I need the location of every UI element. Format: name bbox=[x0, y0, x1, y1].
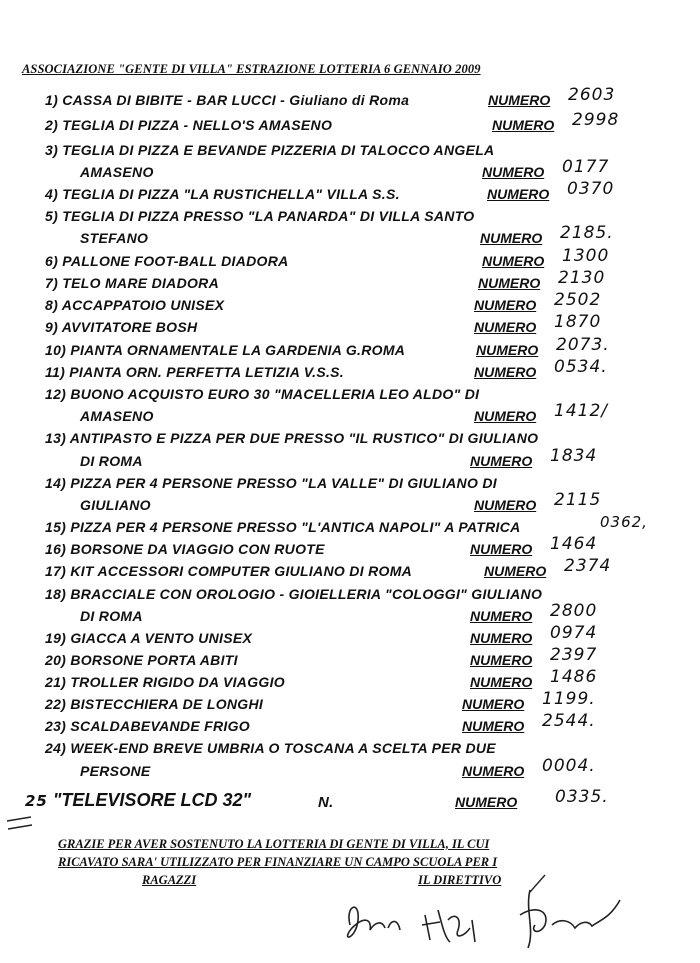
prize-item-5-cont: STEFANO bbox=[80, 230, 149, 246]
numero-label: NUMERO bbox=[470, 630, 533, 646]
numero-label: NUMERO bbox=[480, 230, 543, 246]
drawn-number: 1834 bbox=[550, 446, 598, 466]
prize-item-7: 7) TELO MARE DIADORA bbox=[45, 275, 219, 291]
numero-label: NUMERO bbox=[474, 497, 537, 513]
prize-item-22: 22) BISTECCHIERA DE LONGHI bbox=[45, 696, 264, 712]
footer-direttivo: IL DIRETTIVO bbox=[418, 873, 502, 887]
prize-item-8: 8) ACCAPPATOIO UNISEX bbox=[45, 297, 225, 313]
drawn-number: 2073. bbox=[556, 335, 610, 355]
prize-item-5: 5) TEGLIA DI PIZZA PRESSO "LA PANARDA" DI VILLA SANTO bbox=[45, 208, 475, 224]
prize-item-13-cont: DI ROMA bbox=[80, 453, 143, 469]
numero-label: NUMERO bbox=[487, 186, 550, 202]
drawn-number: 2998 bbox=[572, 110, 620, 130]
prize-item-13: 13) ANTIPASTO E PIZZA PER DUE PRESSO "IL RUSTICO" DI GIULIANO bbox=[45, 430, 539, 446]
prize-item-6: 6) PALLONE FOOT-BALL DIADORA bbox=[45, 253, 289, 269]
prize-item-16: 16) BORSONE DA VIAGGIO CON RUOTE bbox=[45, 541, 325, 557]
numero-label: NUMERO bbox=[470, 608, 533, 624]
numero-label: NUMERO bbox=[476, 342, 539, 358]
numero-label: NUMERO bbox=[474, 297, 537, 313]
prize-item-17: 17) KIT ACCESSORI COMPUTER GIULIANO DI ROMA bbox=[45, 563, 413, 579]
prize-item-14-cont: GIULIANO bbox=[80, 497, 151, 513]
prize-item-18: 18) BRACCIALE CON OROLOGIO - GIOIELLERIA "COLOGGI" GIULIANO bbox=[45, 586, 543, 602]
drawn-number: 0362, bbox=[600, 513, 648, 531]
prize-item-1: 1) CASSA DI BIBITE - BAR LUCCI - Giuliano di Roma bbox=[45, 92, 410, 108]
drawn-number: 2603 bbox=[568, 85, 616, 105]
footer-line-2: RICAVATO SARA' UTILIZZATO PER FINANZIARE UN CAMPO SCUOLA PER I bbox=[58, 855, 498, 869]
prize-item-3-cont: AMASENO bbox=[80, 164, 154, 180]
prize-item-18-cont: DI ROMA bbox=[80, 608, 143, 624]
numero-label: NUMERO bbox=[462, 718, 525, 734]
drawn-number: 1199. bbox=[542, 689, 596, 709]
extra-numero-label: NUMERO bbox=[455, 794, 518, 810]
document-header: ASSOCIAZIONE "GENTE DI VILLA" ESTRAZIONE LOTTERIA 6 GENNAIO 2009 bbox=[22, 62, 481, 76]
prize-item-21: 21) TROLLER RIGIDO DA VIAGGIO bbox=[45, 674, 285, 690]
prize-item-14: 14) PIZZA PER 4 PERSONE PRESSO "LA VALLE" DI GIULIANO DI bbox=[45, 475, 497, 491]
drawn-number: 2502 bbox=[554, 290, 602, 310]
extra-n-label: N. bbox=[318, 794, 334, 811]
drawn-number: 1870 bbox=[554, 312, 602, 332]
numero-label: NUMERO bbox=[474, 408, 537, 424]
prize-item-12-cont: AMASENO bbox=[80, 408, 154, 424]
prize-item-24-cont: PERSONE bbox=[80, 763, 151, 779]
numero-label: NUMERO bbox=[462, 696, 525, 712]
drawn-number: 0370 bbox=[567, 179, 615, 199]
prize-item-4: 4) TEGLIA DI PIZZA "LA RUSTICHELLA" VILLA S.S. bbox=[45, 186, 400, 202]
drawn-number: 1464 bbox=[550, 534, 598, 554]
numero-label: NUMERO bbox=[470, 674, 533, 690]
extra-prize-number: 25 bbox=[25, 792, 48, 810]
drawn-number: 2397 bbox=[550, 645, 598, 665]
drawn-number: 2544. bbox=[542, 711, 596, 731]
drawn-number: 2185. bbox=[560, 223, 614, 243]
extra-prize-line bbox=[25, 790, 251, 811]
numero-label: NUMERO bbox=[492, 117, 555, 133]
drawn-number: 0177 bbox=[562, 157, 610, 177]
numero-label: NUMERO bbox=[462, 763, 525, 779]
drawn-number: 2800 bbox=[550, 601, 598, 621]
prize-item-3: 3) TEGLIA DI PIZZA E BEVANDE PIZZERIA DI TALOCCO ANGELA bbox=[45, 142, 495, 158]
handwritten-strike-marks bbox=[5, 815, 35, 835]
prize-item-12: 12) BUONO ACQUISTO EURO 30 "MACELLERIA LEO ALDO" DI bbox=[45, 386, 480, 402]
prize-item-9: 9) AVVITATORE BOSH bbox=[45, 319, 198, 335]
numero-label: NUMERO bbox=[482, 164, 545, 180]
drawn-number: 0004. bbox=[542, 756, 596, 776]
numero-label: NUMERO bbox=[478, 275, 541, 291]
extra-prize-text: "TELEVISORE LCD 32" bbox=[52, 790, 251, 810]
drawn-number: 2130 bbox=[558, 268, 606, 288]
drawn-number: 1300 bbox=[562, 246, 610, 266]
drawn-number: 2374 bbox=[564, 556, 612, 576]
drawn-number: 0534. bbox=[554, 357, 608, 377]
prize-item-23: 23) SCALDABEVANDE FRIGO bbox=[45, 718, 250, 734]
handwritten-signatures bbox=[330, 870, 630, 955]
prize-item-11: 11) PIANTA ORN. PERFETTA LETIZIA V.S.S. bbox=[45, 364, 344, 380]
prize-item-15: 15) PIZZA PER 4 PERSONE PRESSO "L'ANTICA NAPOLI" A PATRICA bbox=[45, 519, 521, 535]
footer-line-1: GRAZIE PER AVER SOSTENUTO LA LOTTERIA DI GENTE DI VILLA, IL CUI bbox=[58, 837, 490, 851]
prize-item-2: 2) TEGLIA DI PIZZA - NELLO'S AMASENO bbox=[45, 117, 333, 133]
numero-label: NUMERO bbox=[470, 652, 533, 668]
drawn-number: 1486 bbox=[550, 667, 598, 687]
numero-label: NUMERO bbox=[474, 364, 537, 380]
drawn-number: 0974 bbox=[550, 623, 598, 643]
drawn-number: 1412/ bbox=[554, 401, 608, 421]
prize-item-10: 10) PIANTA ORNAMENTALE LA GARDENIA G.ROMA bbox=[45, 342, 406, 358]
drawn-number: 2115 bbox=[554, 490, 602, 510]
prize-item-24: 24) WEEK-END BREVE UMBRIA O TOSCANA A SCELTA PER DUE bbox=[45, 740, 496, 756]
numero-label: NUMERO bbox=[470, 453, 533, 469]
numero-label: NUMERO bbox=[484, 563, 547, 579]
numero-label: NUMERO bbox=[482, 253, 545, 269]
numero-label: NUMERO bbox=[474, 319, 537, 335]
numero-label: NUMERO bbox=[470, 541, 533, 557]
prize-item-20: 20) BORSONE PORTA ABITI bbox=[45, 652, 238, 668]
numero-label: NUMERO bbox=[488, 92, 551, 108]
footer-ragazzi: RAGAZZI bbox=[142, 873, 197, 887]
prize-item-19: 19) GIACCA A VENTO UNISEX bbox=[45, 630, 253, 646]
extra-drawn-number: 0335. bbox=[555, 787, 609, 807]
